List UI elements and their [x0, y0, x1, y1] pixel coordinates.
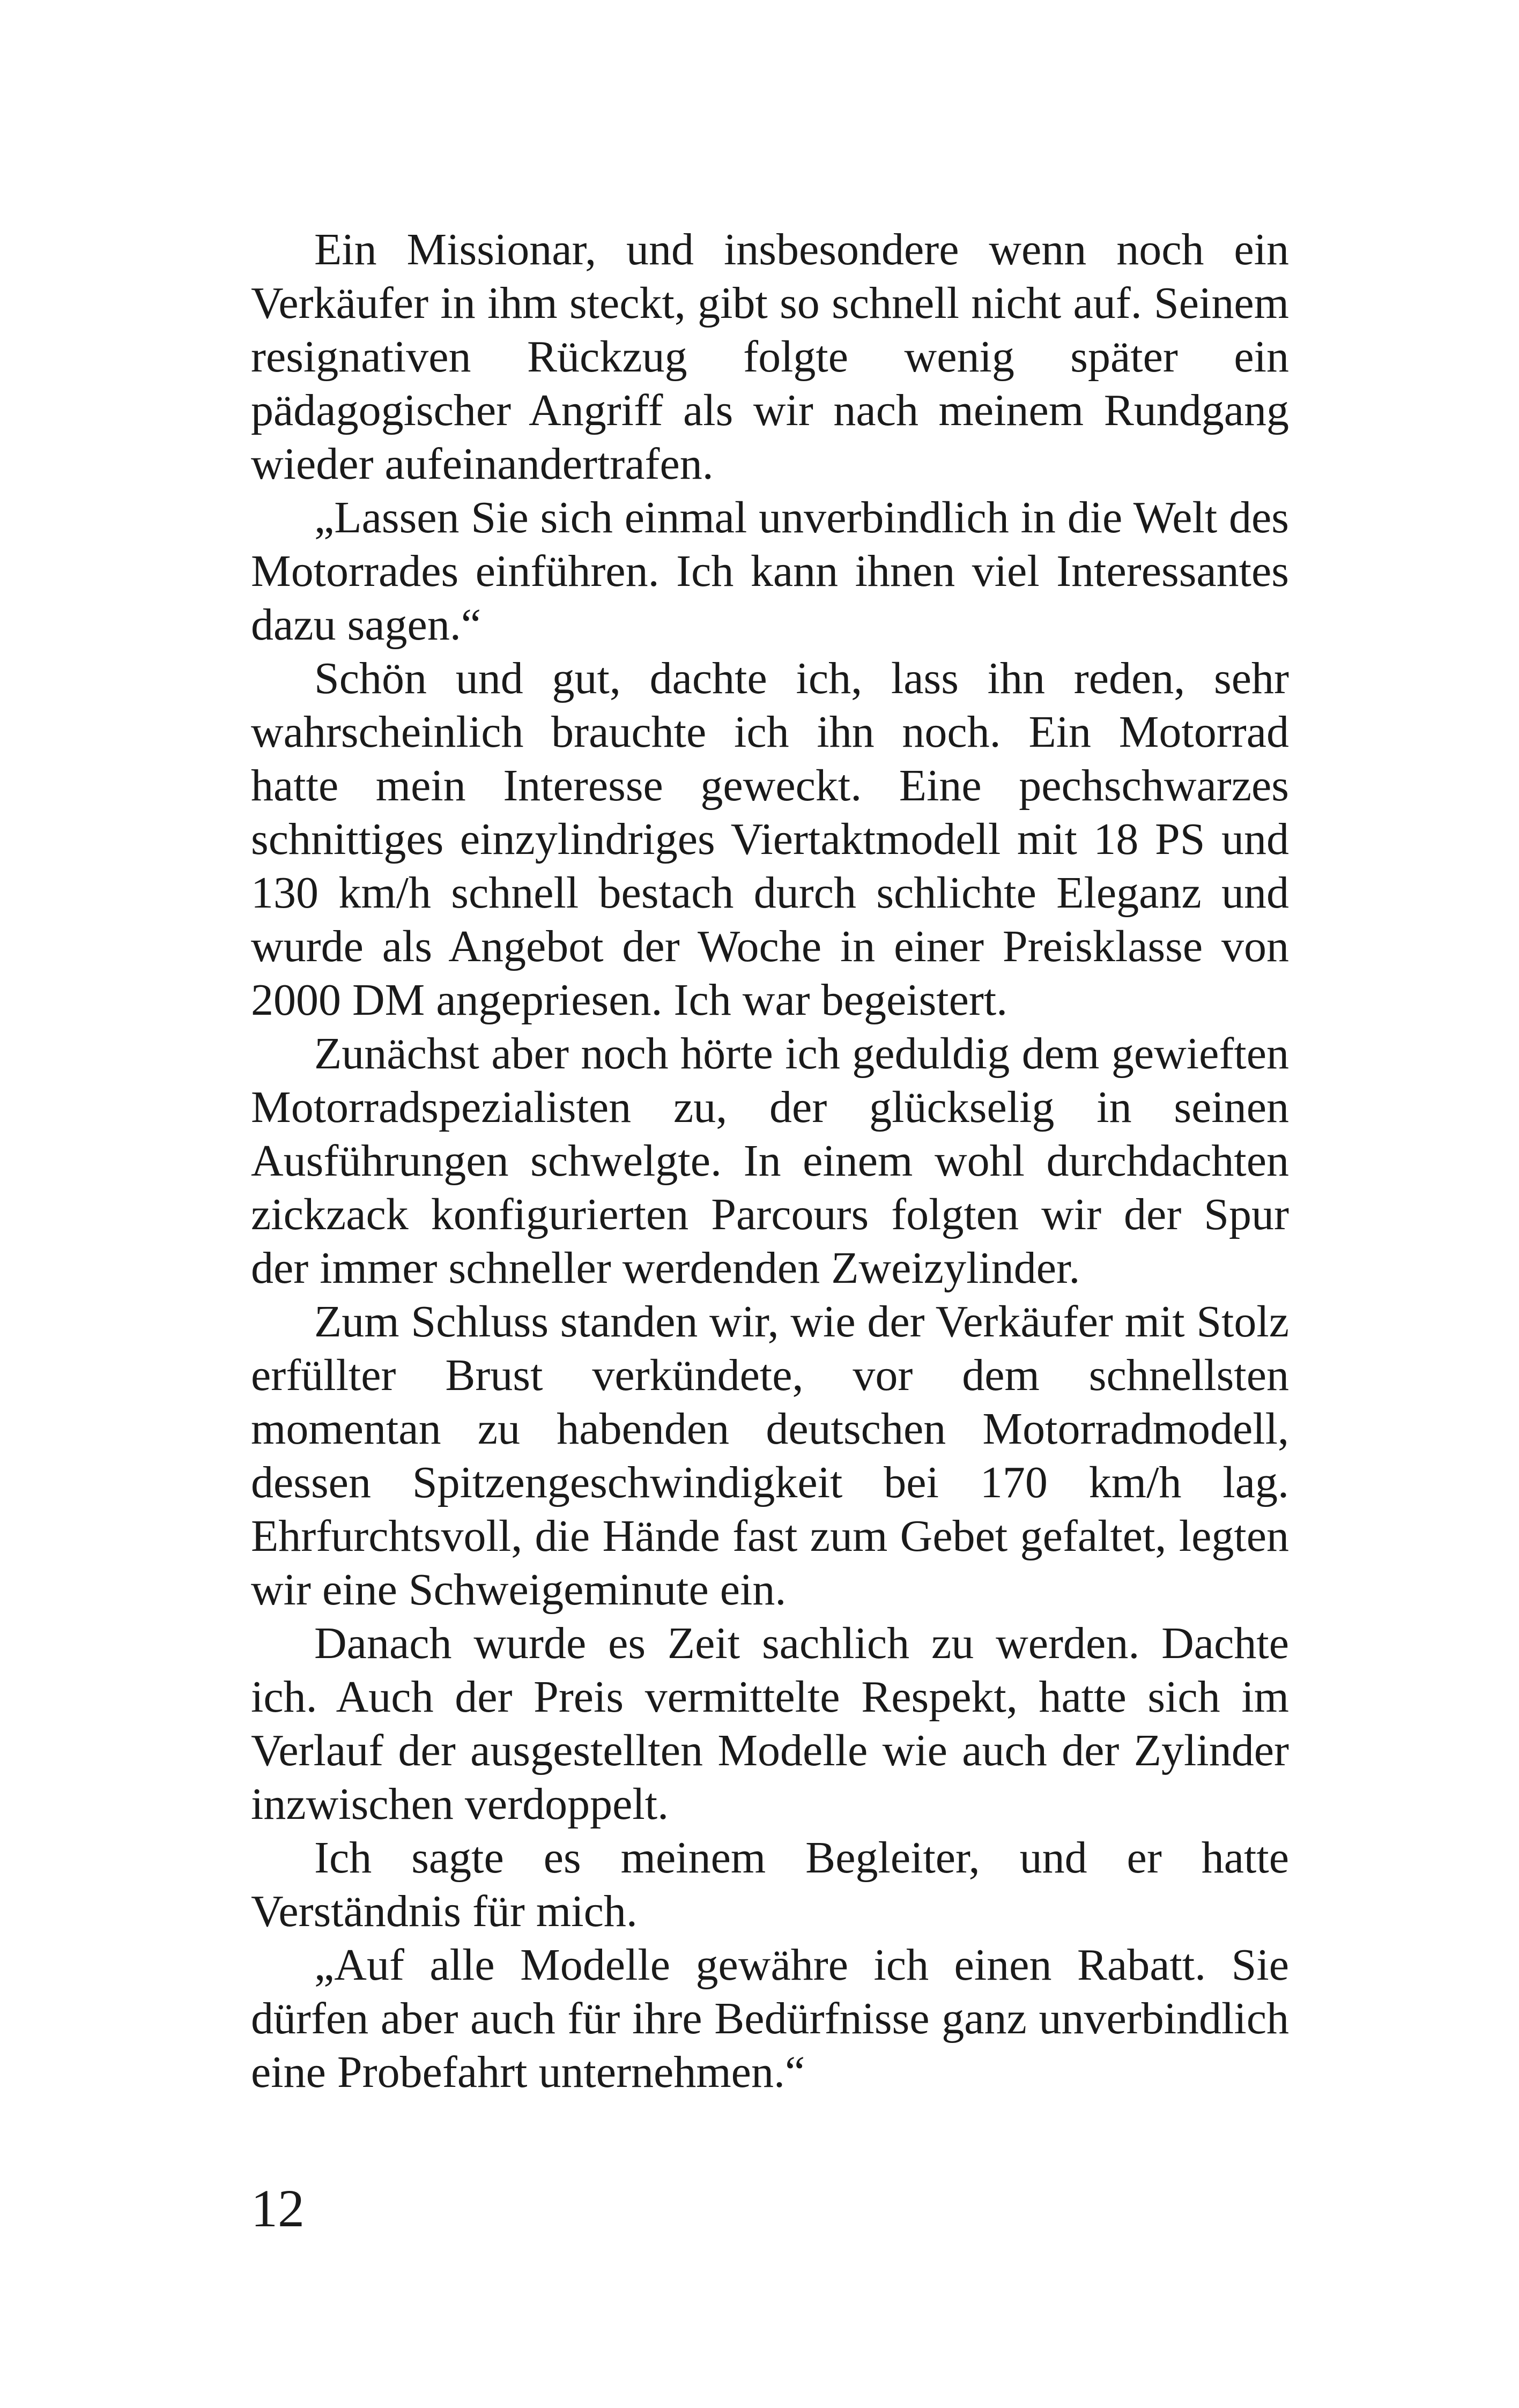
paragraph: Ein Missionar, und insbesondere wenn noch ein Verkäufer in ihm steckt, gibt so schnell nicht auf. Seinem resignativen Rückzug folgte wenig später ein pädagogischer Angriff als wir nach meinem Rundgang wieder aufeinandertrafen. [251, 225, 1289, 489]
paragraph: Ich sagte es meinem Begleiter, und er hatte Verständnis für mich. [251, 1833, 1289, 1936]
paragraph: Zunächst aber noch hörte ich geduldig dem gewieften Motorradspezialisten zu, der glückselig in seinen Ausführungen schwelgte. In einem wohl durchdachten zickzack konfigurierten Parcours folgten wir der Spur der immer schneller werdenden Zweizylinder. [251, 1029, 1289, 1293]
page-number: 12 [251, 2179, 305, 2238]
paragraph: „Lassen Sie sich einmal unverbindlich in die Welt des Motorrades einführen. Ich kann ihnen viel Interessantes dazu sagen.“ [251, 493, 1289, 650]
paragraph: Danach wurde es Zeit sachlich zu werden. Dachte ich. Auch der Preis vermittelte Respekt, hatte sich im Verlauf der ausgestellten Modelle wie auch der Zylinder inzwischen verdoppelt. [251, 1618, 1289, 1829]
page-body-text [251, 223, 1289, 2099]
paragraph: „Auf alle Modelle gewähre ich einen Rabatt. Sie dürfen aber auch für ihre Bedürfnisse ganz unverbindlich eine Probefahrt unternehmen.“ [251, 1940, 1289, 2097]
paragraph: Schön und gut, dachte ich, lass ihn reden, sehr wahrscheinlich brauchte ich ihn noch. Ein Motorrad hatte mein Interesse geweckt. Eine pechschwarzes schnittiges einzylindriges Viertaktmodell mit 18 PS und 130 km/h schnell bestach durch schlichte Eleganz und wurde als Angebot der Woche in einer Preisklasse von 2000 DM angepriesen. Ich war begeistert. [251, 653, 1289, 1025]
paragraph: Zum Schluss standen wir, wie der Verkäufer mit Stolz erfüllter Brust verkündete, vor dem schnellsten momentan zu habenden deutschen Motorradmodell, dessen Spitzengeschwindigkeit bei 170 km/h lag. Ehrfurchtsvoll, die Hände fast zum Gebet gefaltet, legten wir eine Schweigeminute ein. [251, 1297, 1289, 1615]
